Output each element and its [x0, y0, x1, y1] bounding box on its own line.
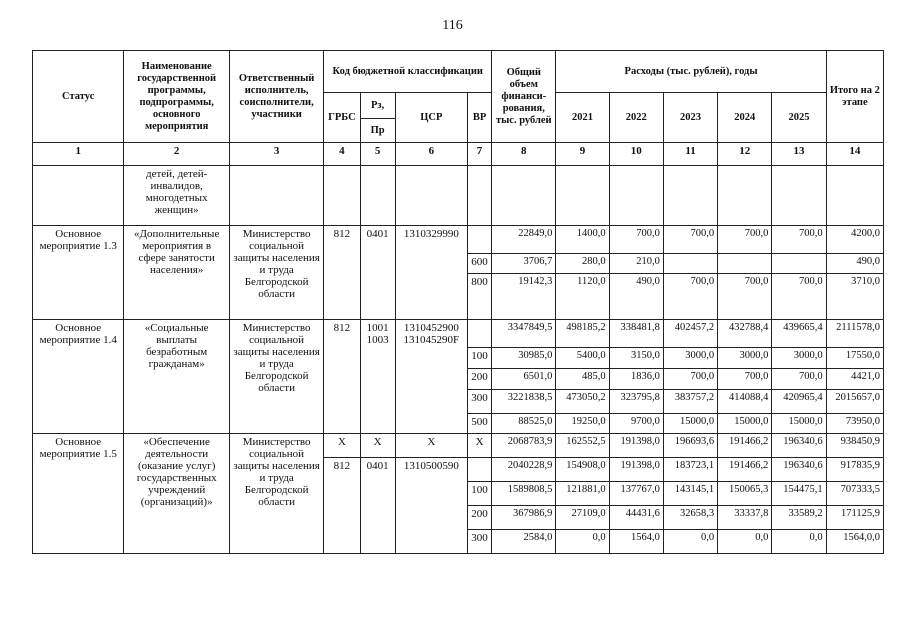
vr-code — [467, 226, 491, 254]
stage-total: 707333,5 — [826, 482, 883, 506]
expense-2024: 0,0 — [718, 530, 772, 554]
total-volume: 22849,0 — [492, 226, 556, 254]
header-year-2021: 2021 — [556, 93, 609, 143]
header-expenses: Расходы (тыс. рублей), годы — [556, 51, 826, 93]
header-year-2022: 2022 — [609, 93, 663, 143]
header-rz: Рз, — [360, 93, 395, 119]
expense-2022: 1564,0 — [609, 530, 663, 554]
vr-code: 800 — [467, 274, 491, 320]
csr-code: 1310329990 — [395, 226, 467, 320]
total-volume: 367986,9 — [492, 506, 556, 530]
event-name: «Социальные выплаты безработным гражданам» — [124, 320, 229, 434]
expense-2022: 9700,0 — [609, 414, 663, 434]
expense-2021: 0,0 — [556, 530, 609, 554]
header-year-2025: 2025 — [772, 93, 826, 143]
total-volume: 2584,0 — [492, 530, 556, 554]
total-volume: 30985,0 — [492, 348, 556, 369]
expense-2021: 1400,0 — [556, 226, 609, 254]
header-name: Наименование государственной программы, подпрограммы, основного мероприятия — [124, 51, 229, 143]
header-grbs: ГРБС — [324, 93, 360, 143]
expense-2024: 432788,4 — [718, 320, 772, 348]
column-number: 13 — [772, 143, 826, 166]
expense-2025: 3000,0 — [772, 348, 826, 369]
expense-2023 — [663, 254, 717, 274]
expense-2023: 15000,0 — [663, 414, 717, 434]
vr-code: 300 — [467, 530, 491, 554]
expense-2023: 700,0 — [663, 274, 717, 320]
event-responsible: Министерство социальной защиты населения и труда Белгородской области — [229, 320, 323, 434]
column-number-row — [33, 143, 884, 166]
expense-2022: 191398,0 — [609, 434, 663, 458]
expense-2023: 0,0 — [663, 530, 717, 554]
event-status: Основное мероприятие 1.5 — [33, 434, 124, 554]
vr-code: Х — [467, 434, 491, 458]
column-number: 2 — [124, 143, 229, 166]
stage-total: 17550,0 — [826, 348, 883, 369]
expense-2025: 700,0 — [772, 274, 826, 320]
total-volume: 2068783,9 — [492, 434, 556, 458]
stage-total: 917835,9 — [826, 458, 883, 482]
expense-2022: 1836,0 — [609, 369, 663, 390]
expense-2024 — [718, 254, 772, 274]
expense-2022: 210,0 — [609, 254, 663, 274]
expense-2023: 383757,2 — [663, 390, 717, 414]
stage-total: 1564,0,0 — [826, 530, 883, 554]
vr-code: 100 — [467, 348, 491, 369]
expense-2024: 191466,2 — [718, 458, 772, 482]
event-status: Основное мероприятие 1.4 — [33, 320, 124, 434]
expense-2025: 196340,6 — [772, 458, 826, 482]
stage-total: 3710,0 — [826, 274, 883, 320]
expense-2023: 183723,1 — [663, 458, 717, 482]
header-status: Статус — [33, 51, 124, 143]
total-volume: 3347849,5 — [492, 320, 556, 348]
header-responsible: Ответственный исполнитель, соисполнители, участники — [229, 51, 323, 143]
column-number: 1 — [33, 143, 124, 166]
column-number: 9 — [556, 143, 609, 166]
stage-total: 2111578,0 — [826, 320, 883, 348]
column-number: 11 — [663, 143, 717, 166]
total-volume: 3706,7 — [492, 254, 556, 274]
expense-2024: 414088,4 — [718, 390, 772, 414]
expense-2022: 44431,6 — [609, 506, 663, 530]
header-vr: ВР — [467, 93, 491, 143]
column-number: 5 — [360, 143, 395, 166]
expense-2024: 700,0 — [718, 274, 772, 320]
expense-2025: 700,0 — [772, 369, 826, 390]
expense-2024: 700,0 — [718, 226, 772, 254]
header-csr: ЦСР — [395, 93, 467, 143]
expense-2022: 137767,0 — [609, 482, 663, 506]
page-number: 116 — [442, 18, 463, 33]
expense-2021: 280,0 — [556, 254, 609, 274]
stage-total: 4200,0 — [826, 226, 883, 254]
column-number: 7 — [467, 143, 491, 166]
grbs-code: 812 — [324, 320, 360, 434]
expense-2021: 473050,2 — [556, 390, 609, 414]
expense-2025: 15000,0 — [772, 414, 826, 434]
total-volume: 6501,0 — [492, 369, 556, 390]
event-name: «Дополнительные мероприятия в сфере занятости населения» — [124, 226, 229, 320]
expense-2023: 402457,2 — [663, 320, 717, 348]
total-volume: 3221838,5 — [492, 390, 556, 414]
vr-code: 200 — [467, 506, 491, 530]
table-row — [33, 434, 884, 458]
expense-2023: 196693,6 — [663, 434, 717, 458]
expense-2021: 19250,0 — [556, 414, 609, 434]
expense-2024: 3000,0 — [718, 348, 772, 369]
vr-code: 200 — [467, 369, 491, 390]
header-year-2024: 2024 — [718, 93, 772, 143]
vr-code — [467, 458, 491, 482]
csr-code: 1310452900 131045290F — [395, 320, 467, 434]
column-number: 12 — [718, 143, 772, 166]
grbs-code: 812 — [324, 226, 360, 320]
expense-2023: 700,0 — [663, 226, 717, 254]
table-row — [33, 320, 884, 348]
expense-2021: 5400,0 — [556, 348, 609, 369]
column-number: 3 — [229, 143, 323, 166]
expense-2022: 191398,0 — [609, 458, 663, 482]
column-number: 6 — [395, 143, 467, 166]
event-status: Основное мероприятие 1.3 — [33, 226, 124, 320]
event-name: «Обеспечение деятельности (оказание услуг) государственных учреждений (организаций)» — [124, 434, 229, 554]
stage-total: 171125,9 — [826, 506, 883, 530]
vr-code: 600 — [467, 254, 491, 274]
expense-2024: 150065,3 — [718, 482, 772, 506]
expense-2021: 1120,0 — [556, 274, 609, 320]
stage-total: 4421,0 — [826, 369, 883, 390]
expense-2025: 420965,4 — [772, 390, 826, 414]
expense-2024: 700,0 — [718, 369, 772, 390]
column-number: 8 — [492, 143, 556, 166]
expense-2023: 32658,3 — [663, 506, 717, 530]
column-number: 4 — [324, 143, 360, 166]
stage-total: 938450,9 — [826, 434, 883, 458]
table-row — [33, 226, 884, 254]
expense-2021: 485,0 — [556, 369, 609, 390]
expense-2022: 338481,8 — [609, 320, 663, 348]
budget-table — [32, 50, 884, 554]
expense-2023: 700,0 — [663, 369, 717, 390]
column-number: 10 — [609, 143, 663, 166]
header-year-2023: 2023 — [663, 93, 717, 143]
expense-2021: 498185,2 — [556, 320, 609, 348]
expense-2025 — [772, 254, 826, 274]
csr-code: Х — [395, 434, 467, 458]
expense-2021: 121881,0 — [556, 482, 609, 506]
stage-total: 73950,0 — [826, 414, 883, 434]
total-volume: 88525,0 — [492, 414, 556, 434]
rzpr-code: 0401 — [360, 458, 395, 554]
vr-code: 500 — [467, 414, 491, 434]
rzpr-code: 1001 1003 — [360, 320, 395, 434]
header-stage-total: Итого на 2 этапе — [826, 51, 883, 143]
expense-2022: 700,0 — [609, 226, 663, 254]
expense-2022: 3150,0 — [609, 348, 663, 369]
expense-2025: 700,0 — [772, 226, 826, 254]
vr-code: 300 — [467, 390, 491, 414]
expense-2023: 143145,1 — [663, 482, 717, 506]
vr-code — [467, 320, 491, 348]
expense-2021: 154908,0 — [556, 458, 609, 482]
grbs-code: Х — [324, 434, 360, 458]
expense-2024: 33337,8 — [718, 506, 772, 530]
expense-2022: 490,0 — [609, 274, 663, 320]
column-number: 14 — [826, 143, 883, 166]
expense-2022: 323795,8 — [609, 390, 663, 414]
expense-2021: 162552,5 — [556, 434, 609, 458]
header-budget-code: Код бюджетной классификации — [324, 51, 492, 93]
carryover-text: детей, детей-инвалидов, многодетных женщин» — [124, 166, 229, 226]
expense-2025: 439665,4 — [772, 320, 826, 348]
expense-2025: 33589,2 — [772, 506, 826, 530]
expense-2025: 196340,6 — [772, 434, 826, 458]
stage-total: 490,0 — [826, 254, 883, 274]
csr-code: 1310500590 — [395, 458, 467, 554]
total-volume: 2040228,9 — [492, 458, 556, 482]
rzpr-code: Х — [360, 434, 395, 458]
stage-total: 2015657,0 — [826, 390, 883, 414]
header-pr: Пр — [360, 119, 395, 143]
vr-code: 100 — [467, 482, 491, 506]
expense-2024: 15000,0 — [718, 414, 772, 434]
header-total-volume: Общий объем финанси-рования, тыс. рублей — [492, 51, 556, 143]
expense-2025: 154475,1 — [772, 482, 826, 506]
total-volume: 19142,3 — [492, 274, 556, 320]
carryover-row — [33, 166, 884, 226]
expense-2024: 191466,2 — [718, 434, 772, 458]
total-volume: 1589808,5 — [492, 482, 556, 506]
rzpr-code: 0401 — [360, 226, 395, 320]
expense-2025: 0,0 — [772, 530, 826, 554]
expense-2021: 27109,0 — [556, 506, 609, 530]
expense-2023: 3000,0 — [663, 348, 717, 369]
event-responsible: Министерство социальной защиты населения и труда Белгородской области — [229, 226, 323, 320]
event-responsible: Министерство социальной защиты населения и труда Белгородской области — [229, 434, 323, 554]
grbs-code: 812 — [324, 458, 360, 554]
